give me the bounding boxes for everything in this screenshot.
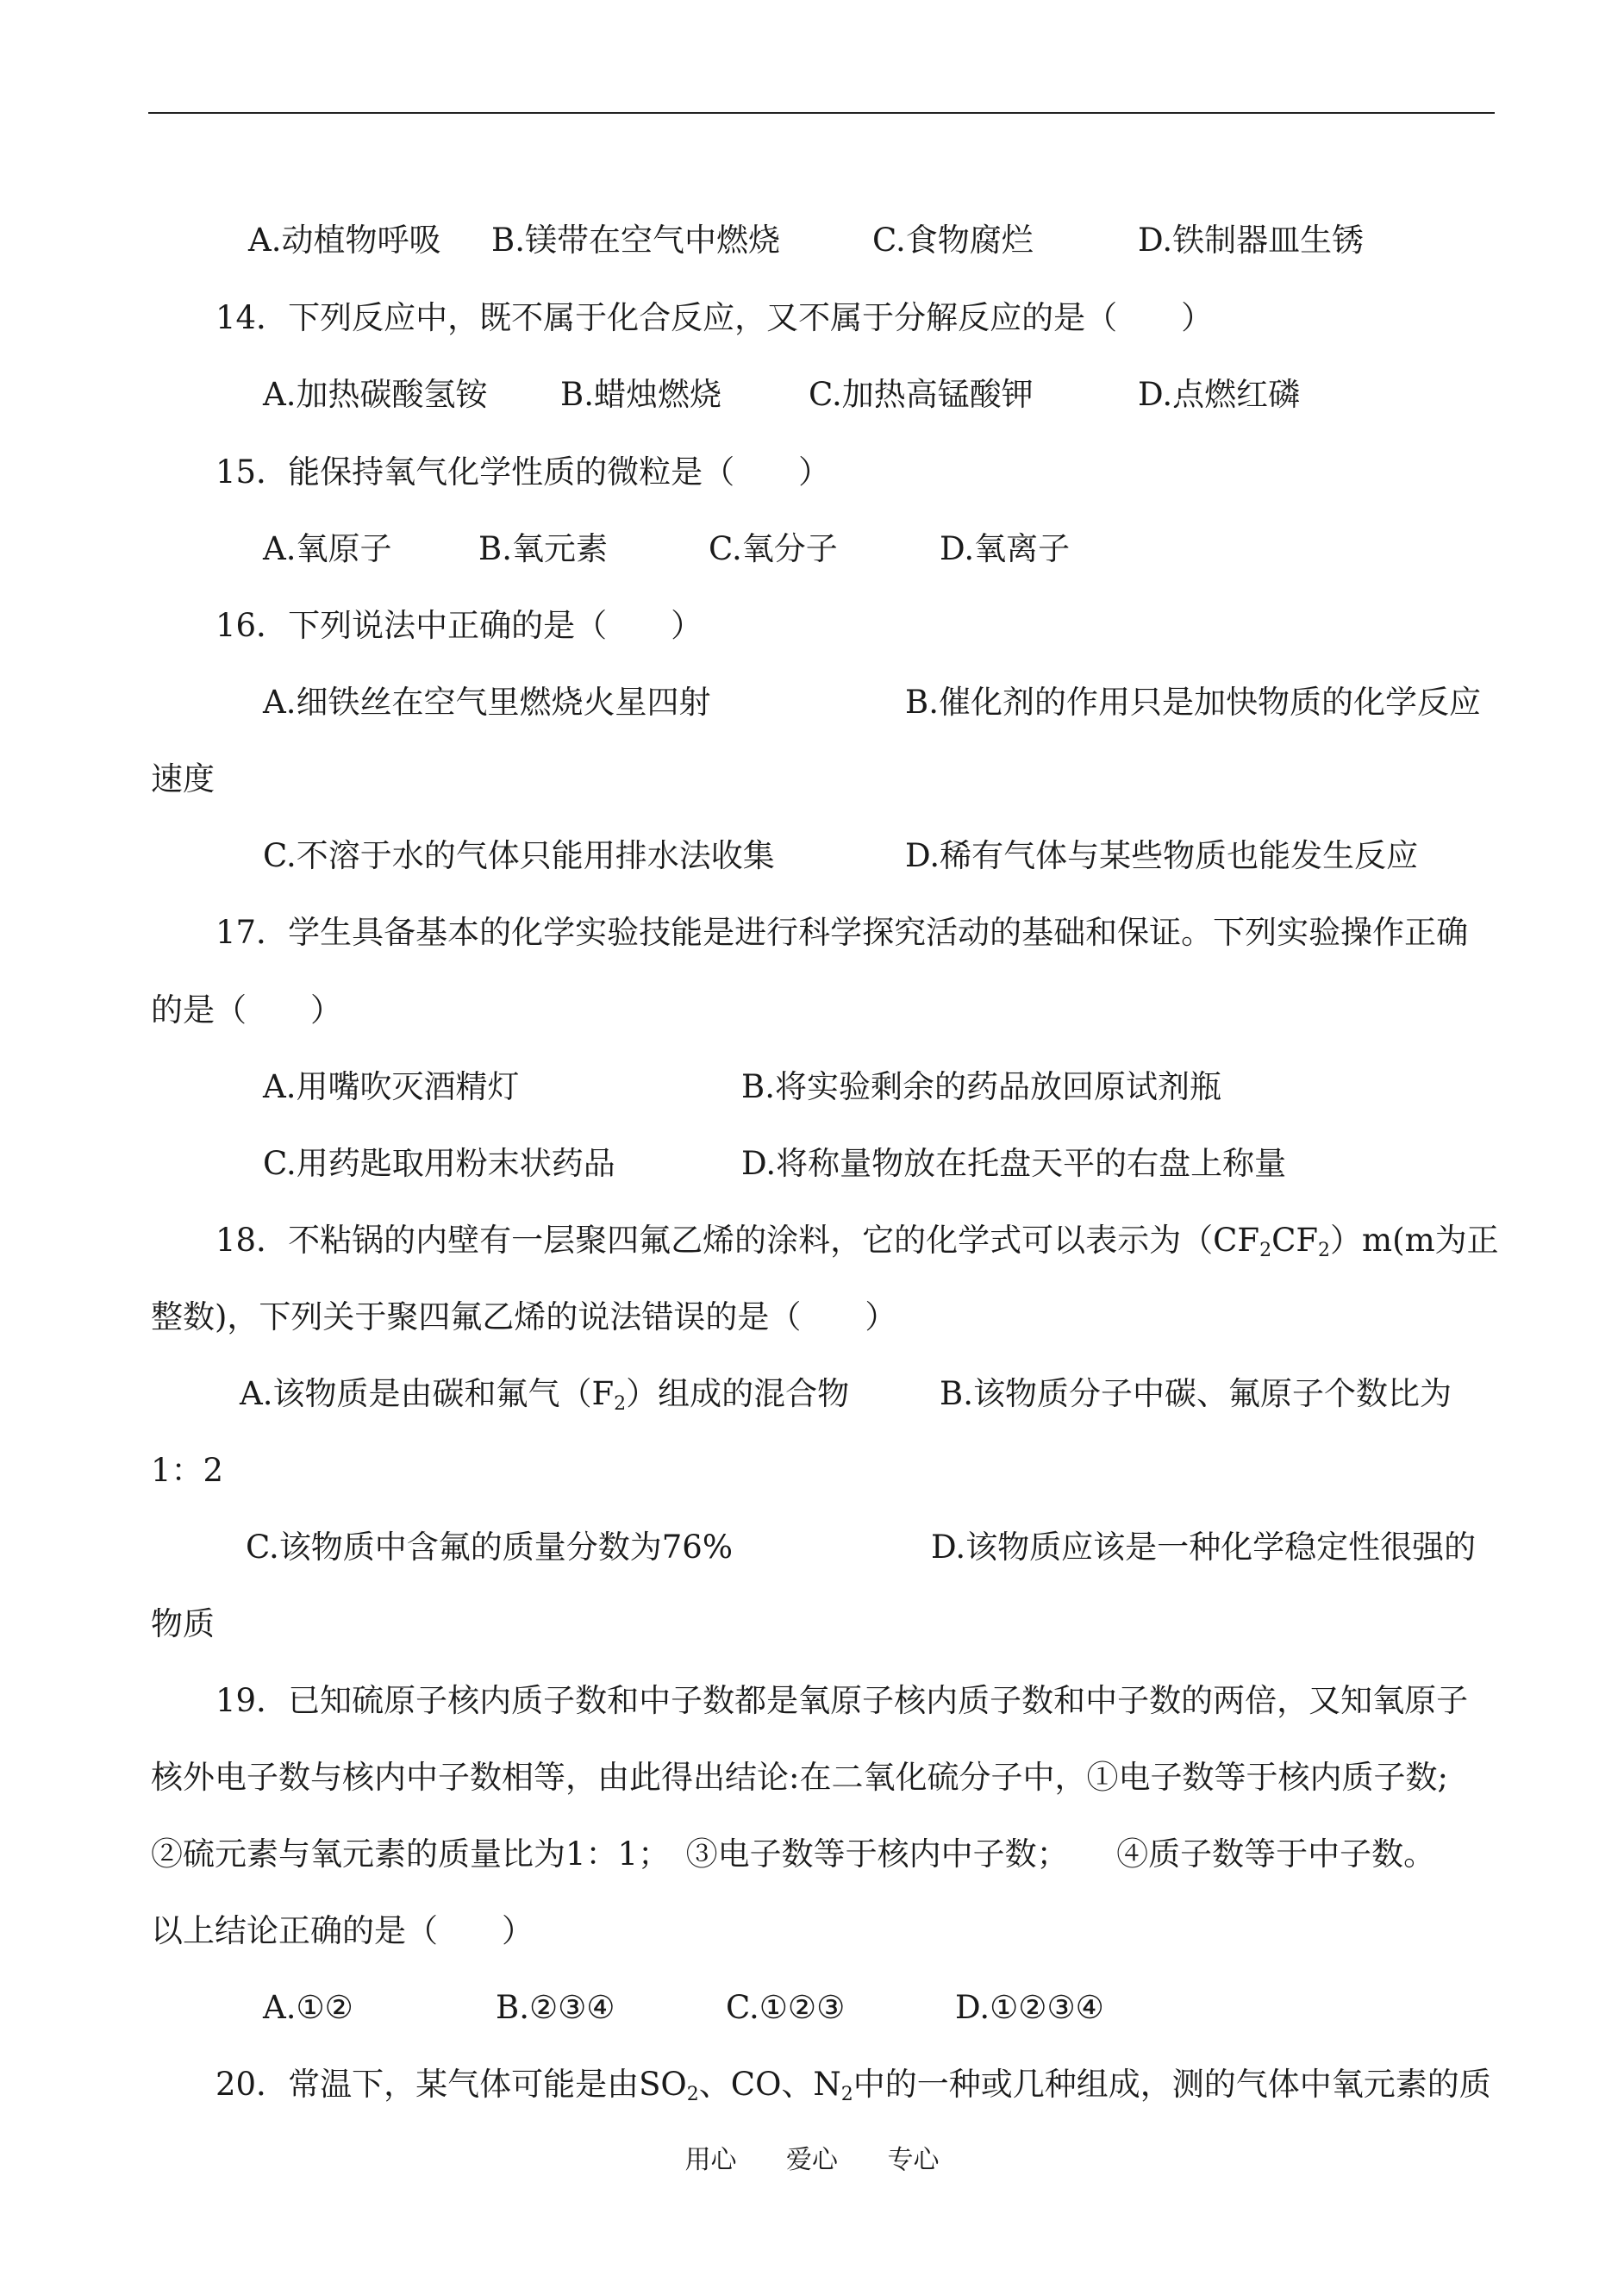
q13-option-a: A.动植物呼吸 xyxy=(248,222,441,259)
q19-option-c: C.①②③ xyxy=(726,1989,846,2026)
footer-word-1: 用心 xyxy=(684,2145,737,2175)
q16-stem: 16．下列说法中正确的是（ ） xyxy=(215,607,703,644)
q14-option-c: C.加热高锰酸钾 xyxy=(809,376,1034,413)
q19-stem-line2: 核外电子数与核内中子数相等，由此得出结论:在二氧化硫分子中，①电子数等于核内质子数; xyxy=(151,1759,1448,1796)
q15-option-d: D.氧离子 xyxy=(940,530,1071,567)
q16-option-a: A.细铁丝在空气里燃烧火星四射 xyxy=(263,684,711,721)
q17-option-b: B.将实验剩余的药品放回原试剂瓶 xyxy=(741,1068,1221,1105)
q16-option-c: C.不溶于水的气体只能用排水法收集 xyxy=(263,837,775,874)
q15-option-b: B.氧元素 xyxy=(478,530,608,567)
page-footer xyxy=(0,2138,1624,2176)
q13-option-b: B.镁带在空气中燃烧 xyxy=(491,222,780,259)
q15-option-c: C.氧分子 xyxy=(709,530,838,567)
q17-option-d: D.将称量物放在托盘天平的右盘上称量 xyxy=(741,1145,1287,1182)
footer-word-2: 爱心 xyxy=(786,2145,838,2175)
q14-option-b: B.蜡烛燃烧 xyxy=(560,376,721,413)
q18-stem-cont: 整数)，下列关于聚四氟乙烯的说法错误的是（ ） xyxy=(151,1298,897,1335)
q19-option-b: B.②③④ xyxy=(496,1989,615,2026)
q13-option-d: D.铁制器皿生锈 xyxy=(1138,222,1365,259)
footer-word-3: 专心 xyxy=(887,2145,940,2175)
q16-option-d: D.稀有气体与某些物质也能发生反应 xyxy=(905,837,1419,874)
q18-option-a: A.该物质是由碳和氟气$(F_2)$组成的混合物 xyxy=(240,1375,850,1415)
header-rule xyxy=(148,112,1495,114)
q18-option-b: B.该物质分子中碳、氟原子个数比为 xyxy=(940,1375,1452,1412)
q16-option-b-cont: 速度 xyxy=(151,760,215,797)
q15-stem: 15．能保持氧气化学性质的微粒是（ ） xyxy=(215,453,831,491)
q19-stem-line1: 19．已知硫原子核内质子数和中子数都是氧原子核内质子数和中子数的两倍，又知氧原子 xyxy=(215,1682,1469,1719)
q18-option-d-cont: 物质 xyxy=(151,1605,215,1642)
q16-option-b: B.催化剂的作用只是加快物质的化学反应 xyxy=(905,684,1481,721)
q18-option-d: D.该物质应该是一种化学稳定性很强的 xyxy=(931,1529,1477,1566)
q19-stem-line3: ②硫元素与氧元素的质量比为1：1； ③电子数等于核内中子数； ④质子数等于中子数。 xyxy=(151,1835,1436,1873)
q18-option-c: C.该物质中含氟的质量分数为76% xyxy=(246,1529,733,1566)
q20-stem: 20．常温下，某气体可能是由$SO_2$、CO、$N_2$中的一种或几种组成，测的气体中氧元素的质 xyxy=(215,2066,1491,2105)
q14-stem: 14．下列反应中，既不属于化合反应，又不属于分解反应的是（ ） xyxy=(215,299,1214,336)
q19-option-d: D.①②③④ xyxy=(955,1989,1104,2026)
q17-stem-cont: 的是（ ） xyxy=(151,991,342,1029)
q14-option-a: A.加热碳酸氢铵 xyxy=(263,376,488,413)
q17-stem: 17．学生具备基本的化学实验技能是进行科学探究活动的基础和保证。下列实验操作正确 xyxy=(215,914,1469,951)
q14-option-d: D.点燃红磷 xyxy=(1138,376,1301,413)
q18-stem: 18．不粘锅的内壁有一层聚四氟乙烯的涂料，它的化学式可以表示为$(CF_2CF_2)m(m$为正 xyxy=(215,1222,1499,1261)
q17-option-a: A.用嘴吹灭酒精灯 xyxy=(263,1068,520,1105)
q19-option-a: A.①② xyxy=(263,1989,353,2026)
q15-option-a: A.氧原子 xyxy=(263,530,392,567)
q17-option-c: C.用药匙取用粉末状药品 xyxy=(263,1145,615,1182)
q19-stem-line4: 以上结论正确的是（ ） xyxy=(151,1912,534,1949)
q18-option-b-cont: 1：2 xyxy=(151,1452,224,1489)
q13-option-c: C.食物腐烂 xyxy=(872,222,1034,259)
